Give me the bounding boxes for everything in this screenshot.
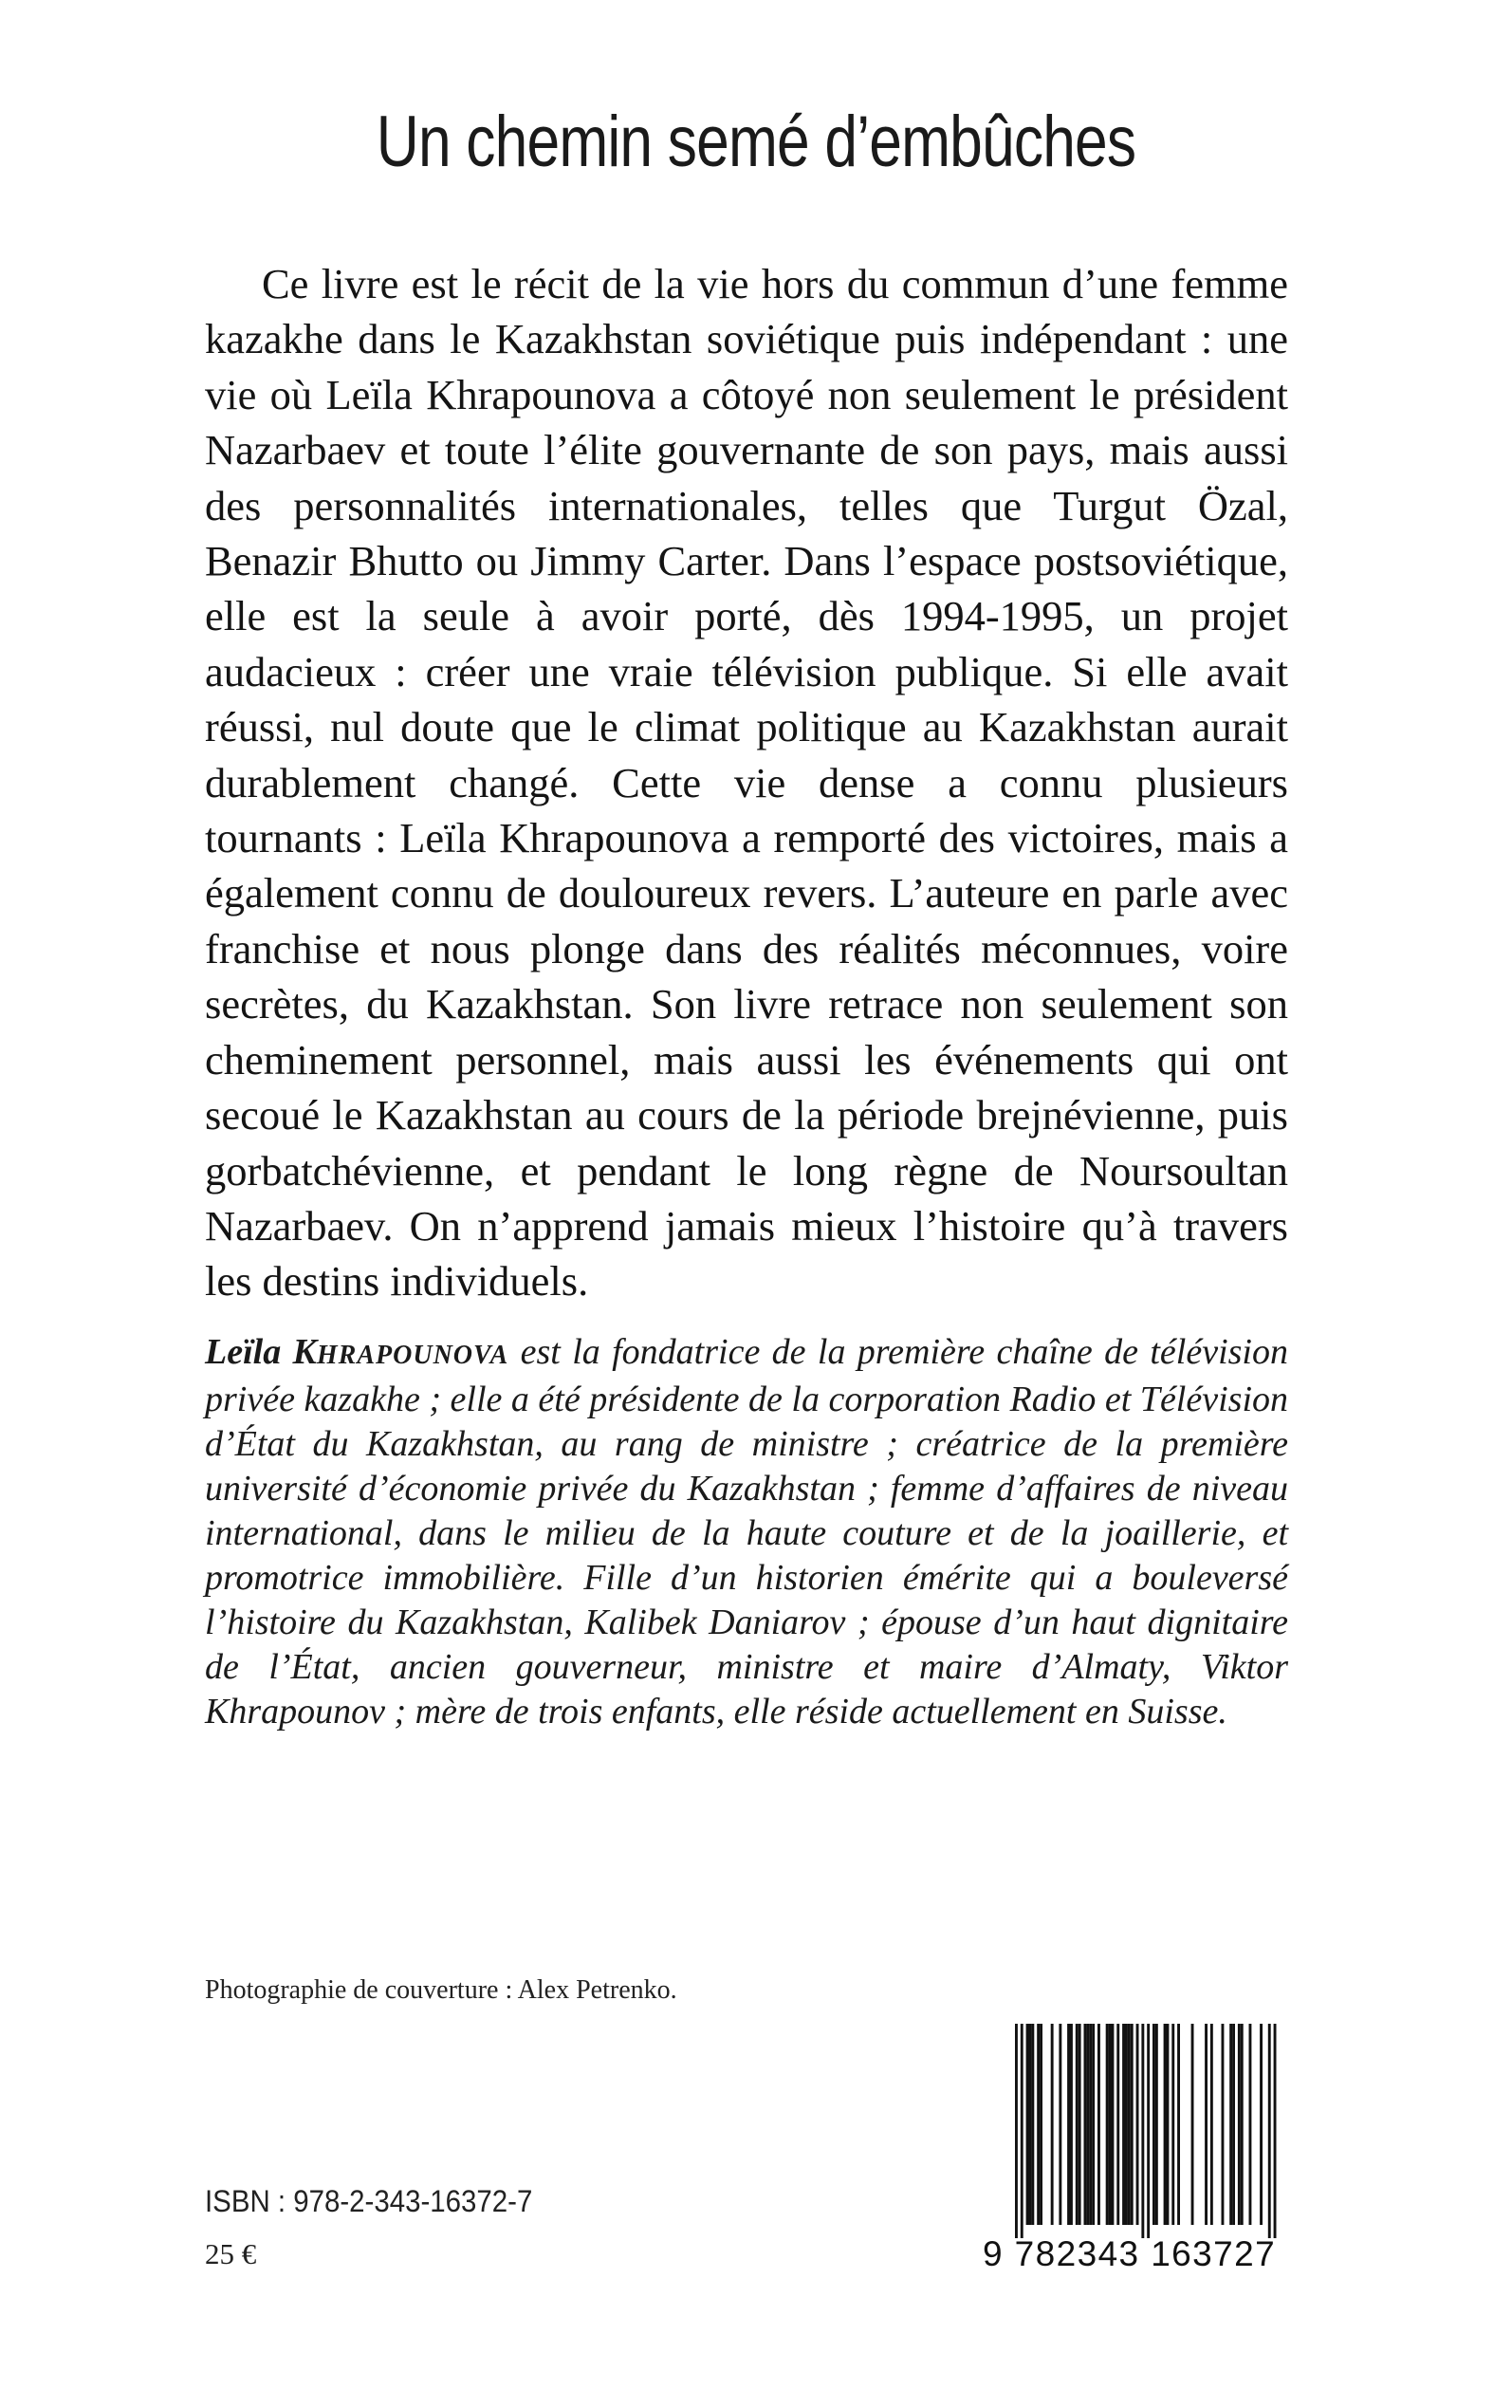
- barcode-bar: [1040, 2024, 1042, 2225]
- barcode-bar: [1051, 2024, 1054, 2225]
- barcode-bar: [1086, 2024, 1089, 2225]
- barcode-bar: [1152, 2024, 1155, 2225]
- barcode-bar: [1210, 2024, 1213, 2225]
- barcode-bar: [1164, 2024, 1167, 2225]
- author-first-name: Leïla: [205, 1332, 293, 1372]
- barcode-bar: [1125, 2024, 1128, 2225]
- barcode-bar: [1089, 2024, 1092, 2225]
- barcode-bars: [983, 2024, 1288, 2240]
- barcode-bar: [1229, 2024, 1232, 2225]
- barcode-bar: [1171, 2024, 1174, 2225]
- barcode-bar: [1222, 2024, 1225, 2225]
- barcode-bar: [1260, 2024, 1263, 2225]
- barcode-bar: [1029, 2024, 1032, 2225]
- book-title: Un chemin semé d’embûches: [376, 102, 1136, 182]
- barcode-bar: [1116, 2024, 1119, 2225]
- price: 25 €: [205, 2237, 257, 2270]
- barcode: [983, 2024, 1288, 2280]
- barcode-bar: [1268, 2024, 1271, 2238]
- barcode-bar: [1097, 2024, 1100, 2225]
- barcode-bar: [1238, 2024, 1241, 2225]
- barcode-bar: [1106, 2024, 1109, 2225]
- barcode-bar: [1249, 2024, 1252, 2225]
- barcode-bar: [1128, 2024, 1131, 2225]
- author-last-rest: HRAPOUNOVA: [316, 1341, 509, 1370]
- author-bio-text: est la fondatrice de la première chaîne de télévision privée kazakhe ; elle a été présidente de la corporation Radio et Télévision d’État du Kazakhstan, au rang de ministre ; créatrice de la première université d’économie privée du Kazakhstan ; femme d’affaires de niveau international, dans le milieu de la haute couture et de la joaillerie, et promotrice immobilière. Fille d’un historien émérite qui a bouleversé l’histoire du Kazakhstan, Kalibek Daniarov ; épouse d’un haut dignitaire de l’État, ancien gouverneur, ministre et maire d’Almaty, Viktor Khrapounov ; mère de trois enfants, elle réside actuellement en Suisse.: [205, 1332, 1288, 1732]
- barcode-bar: [1147, 2024, 1150, 2238]
- isbn-number: ISBN : 978-2-343-16372-7: [205, 2184, 533, 2218]
- barcode-bar: [1131, 2024, 1134, 2225]
- photo-credit: Photographie de couverture : Alex Petrenko.: [205, 1975, 677, 2005]
- barcode-bar: [1037, 2024, 1040, 2225]
- barcode-bar: [1015, 2024, 1018, 2238]
- barcode-bar: [1059, 2024, 1061, 2225]
- barcode-bar: [1177, 2024, 1180, 2225]
- barcode-bar: [1079, 2024, 1081, 2225]
- barcode-bar: [1167, 2024, 1170, 2225]
- barcode-bar: [1109, 2024, 1112, 2225]
- barcode-bar: [1141, 2024, 1144, 2238]
- author-name: [205, 1332, 508, 1372]
- synopsis-paragraph: Ce livre est le récit de la vie hors du commun d’une femme kazakhe dans le Kazakhstan soviétique puis indépendant : une vie où Leïla Khrapounova a côtoyé non seulement le président Nazarbaev et toute l’élite gouvernante de son pays, mais aussi des personnalités internationales, telles que Turgut Özal, Benazir Bhutto ou Jimmy Carter. Dans l’espace postsoviétique, elle est la seule à avoir porté, dès 1994-1995, un projet audacieux : créer une vraie télévision publique. Si elle avait réussi, nul doute que le climat politique au Kazakhstan aurait durablement changé. Cette vie dense a connu plusieurs tournants : Leïla Khrapounova a remporté des victoires, mais a également connu de douloureux revers. L’auteure en parle avec franchise et nous plonge dans des réalités méconnues, voire secrètes, du Kazakhstan. Son livre retrace non seulement son cheminement personnel, mais aussi les événements qui ont secoué le Kazakhstan au cours de la période brejnévienne, puis gorbatchévienne, et pendant le long règne de Noursoultan Nazarbaev. On n’apprend jamais mieux l’histoire qu’à travers les destins individuels.: [205, 260, 1288, 1306]
- barcode-bar: [1076, 2024, 1079, 2225]
- barcode-bar: [1031, 2024, 1034, 2225]
- barcode-bar: [1112, 2024, 1115, 2225]
- barcode-bar: [1026, 2024, 1029, 2225]
- author-last-initial: K: [292, 1332, 317, 1372]
- barcode-bar: [1136, 2024, 1139, 2225]
- barcode-bar: [1155, 2024, 1158, 2225]
- barcode-bar: [1067, 2024, 1070, 2225]
- barcode-bar: [1122, 2024, 1125, 2225]
- barcode-digits: 9 782343 163727: [983, 2234, 1277, 2273]
- barcode-bar: [1084, 2024, 1087, 2225]
- barcode-bar: [1021, 2024, 1023, 2238]
- barcode-bar: [1232, 2024, 1235, 2225]
- barcode-bar: [1191, 2024, 1194, 2225]
- barcode-bar: [1205, 2024, 1208, 2225]
- barcode-bar: [1274, 2024, 1277, 2238]
- author-bio: [205, 1330, 1288, 1734]
- barcode-bar: [1241, 2024, 1244, 2225]
- barcode-bar: [1092, 2024, 1095, 2225]
- barcode-bar: [1070, 2024, 1073, 2225]
